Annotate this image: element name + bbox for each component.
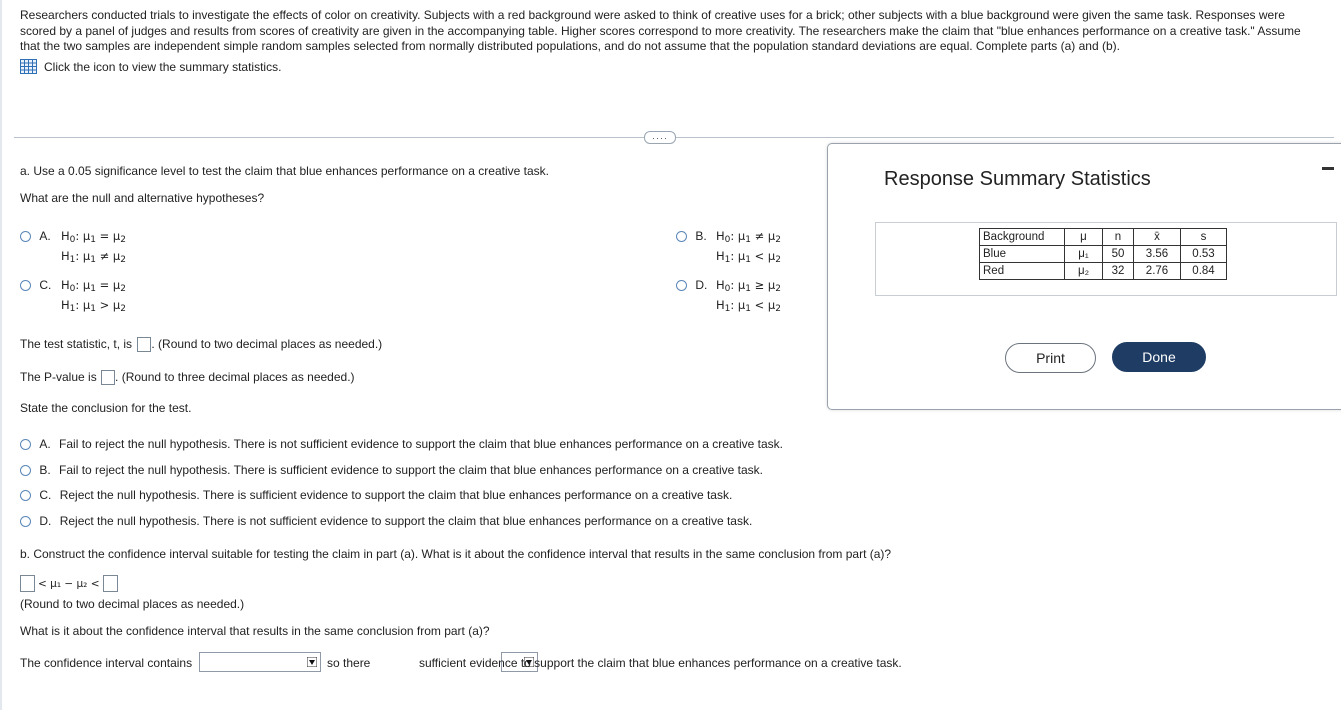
option-letter: D. (695, 278, 708, 292)
table-cell: Blue (980, 246, 1065, 263)
hypothesis-option-b[interactable] (676, 229, 707, 243)
option-c-h1: $H_1$: $\mu_1 > \mu_2$ (61, 298, 126, 314)
table-row (980, 246, 1227, 263)
option-text: Reject the null hypothesis. There is sufficient evidence to support the claim that blue enhances performance on a creative task. (59, 488, 733, 502)
table-row (980, 263, 1227, 280)
radio-button[interactable] (676, 280, 687, 291)
p-value-line (20, 370, 355, 385)
option-letter: C. (39, 278, 52, 292)
table-header: s (1181, 229, 1227, 246)
option-letter: A. (39, 229, 51, 243)
dialog-title: Response Summary Statistics (884, 168, 1151, 190)
ci-upper-input[interactable] (103, 575, 118, 592)
part-a-prompt: a. Use a 0.05 significance level to test the claim that blue enhances performance on a creative task. (20, 164, 549, 178)
option-text: Reject the null hypothesis. There is not sufficient evidence to support the claim that blue enhances performance on a creative task. (59, 514, 753, 528)
table-cell: 3.56 (1134, 246, 1181, 263)
hypothesis-option-d[interactable] (676, 278, 707, 292)
hypothesis-option-a[interactable] (20, 229, 51, 243)
radio-button[interactable] (676, 231, 687, 242)
option-text: Fail to reject the null hypothesis. There is not sufficient evidence to support the claim that blue enhances performance on a creative task. (59, 437, 783, 451)
conclusion-prompt: State the conclusion for the test. (20, 401, 192, 415)
conclusion-option-b[interactable] (20, 463, 763, 477)
left-edge-bar (0, 0, 2, 710)
radio-button[interactable] (20, 516, 31, 527)
minimize-icon[interactable] (1322, 167, 1334, 170)
conclusion-option-a[interactable] (20, 437, 783, 451)
table-cell: 0.84 (1181, 263, 1227, 280)
p-value-hint: . (Round to three decimal places as needed.) (115, 370, 355, 384)
ci-expression: < μ₁ − μ₂ < (38, 577, 100, 590)
table-header: Background (980, 229, 1065, 246)
ci-contains-dropdown[interactable] (199, 652, 321, 672)
ci-so-there-label: so there (327, 656, 371, 670)
conclusion-option-d[interactable] (20, 514, 752, 528)
option-letter: D. (39, 514, 52, 528)
problem-statement: Researchers conducted trials to investigate the effects of color on creativity. Subjects with a red background were asked to think of creative uses for a brick; other subjects with a blue background were given the same task. Responses were scored by a panel of judges and results from scores of creativity are given in the accompanying table. Higher scores correspond to more creativity. The researchers make the claim that "blue enhances performance on a creative task." Assume that the two samples are independent simple random samples selected from normally distributed populations, and do not assume that the population standard deviations are equal. Complete parts (a) and (b). (20, 8, 1301, 53)
radio-button[interactable] (20, 231, 31, 242)
hypotheses-question: What are the null and alternative hypotheses? (20, 191, 265, 205)
table-cell: 0.53 (1181, 246, 1227, 263)
option-d-h0: $H_0$: $\mu_1 \ge \mu_2$ (716, 278, 781, 294)
option-text: Fail to reject the null hypothesis. There is sufficient evidence to support the claim that blue enhances performance on a creative task. (59, 463, 763, 477)
table-header-row (980, 229, 1227, 246)
test-statistic-input[interactable] (137, 337, 151, 352)
option-a-h1: $H_1$: $\mu_1 \ne \mu_2$ (61, 249, 126, 265)
part-b-prompt: b. Construct the confidence interval suitable for testing the claim in part (a). What is it about the confidence interval that results in the same conclusion from part (a)? (20, 547, 892, 561)
table-header: x̄ (1134, 229, 1181, 246)
ci-contains-label: The confidence interval contains (20, 656, 193, 670)
conclusion-option-c[interactable] (20, 488, 732, 502)
hypothesis-option-c[interactable] (20, 278, 51, 292)
table-cell: Red (980, 263, 1065, 280)
option-letter: B. (695, 229, 707, 243)
summary-icon-text: Click the icon to view the summary statistics. (44, 59, 282, 74)
ci-question: What is it about the confidence interval that results in the same conclusion from part (a)? (20, 624, 490, 638)
option-b-h0: $H_0$: $\mu_1 \ne \mu_2$ (716, 229, 781, 245)
table-header: n (1103, 229, 1134, 246)
option-b-h1: $H_1$: $\mu_1 < \mu_2$ (716, 249, 781, 265)
radio-button[interactable] (20, 490, 31, 501)
test-statistic-line (20, 337, 382, 352)
option-letter: A. (39, 437, 51, 451)
done-button[interactable]: Done (1112, 342, 1206, 372)
summary-statistics-table (979, 228, 1227, 280)
option-letter: C. (39, 488, 52, 502)
confidence-interval-row (20, 575, 118, 592)
ci-round-note: (Round to two decimal places as needed.) (20, 597, 245, 611)
radio-button[interactable] (20, 280, 31, 291)
summary-icon-link[interactable] (20, 59, 281, 74)
option-a-h0: $H_0$: $\mu_1 = \mu_2$ (61, 229, 126, 245)
expand-more-button[interactable]: ···· (644, 131, 676, 144)
table-grid-icon[interactable] (20, 59, 37, 74)
table-cell: 50 (1103, 246, 1134, 263)
table-header: μ (1065, 229, 1103, 246)
print-button[interactable]: Print (1005, 343, 1096, 373)
ci-lower-input[interactable] (20, 575, 35, 592)
p-value-label: The P-value is (20, 370, 97, 384)
p-value-input[interactable] (101, 370, 115, 385)
table-cell: μ₂ (1065, 263, 1103, 280)
table-cell: 32 (1103, 263, 1134, 280)
table-cell: μ₁ (1065, 246, 1103, 263)
ci-suffix-text: sufficient evidence to support the claim that blue enhances performance on a creative task. (419, 656, 902, 670)
table-cell: 2.76 (1134, 263, 1181, 280)
radio-button[interactable] (20, 465, 31, 476)
chevron-down-icon[interactable] (305, 654, 319, 670)
radio-button[interactable] (20, 439, 31, 450)
option-d-h1: $H_1$: $\mu_1 < \mu_2$ (716, 298, 781, 314)
option-c-h0: $H_0$: $\mu_1 = \mu_2$ (61, 278, 126, 294)
test-statistic-label: The test statistic, t, is (20, 337, 133, 351)
test-statistic-hint: . (Round to two decimal places as needed.) (151, 337, 383, 351)
option-letter: B. (39, 463, 51, 477)
